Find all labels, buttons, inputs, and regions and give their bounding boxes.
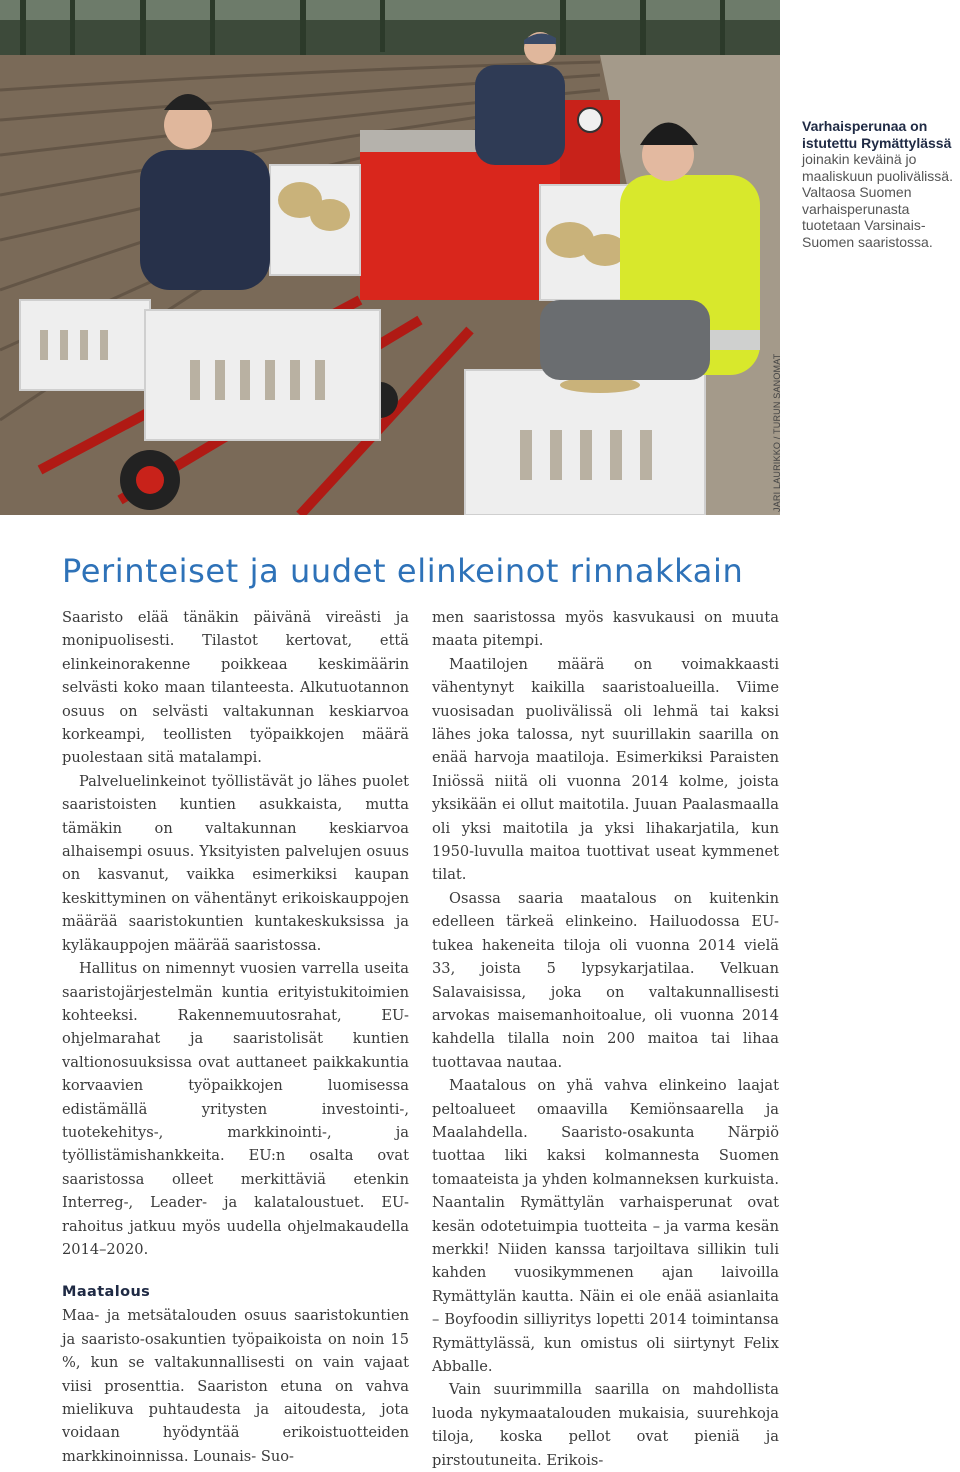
paragraph: Maa- ja metsätalouden osuus saaristokuntien ja saaristo-osakuntien työpaikoista on noin 15 %, kun se valtakunnallisesti on vain vajaat viisi prosenttia. Saariston etuna on vahva mielikuva puhtaudesta ja aitoudesta, jota voidaan hyödyntää erikoistuotteiden markkinoinnissa. Lounais- Suo- — [62, 1307, 409, 1465]
article-column-right — [432, 606, 779, 1472]
caption-text: joinakin keväinä jo maaliskuun puolivälissä. Valtaosa Suomen varhaisperunasta tuotetaan Varsinais-Suomen saaristossa. — [802, 151, 953, 250]
paragraph: Osassa saaria maatalous on kuitenkin edelleen tärkeä elinkeino. Hailuodossa EU-tukea hakeneita tiloja oli vuonna 2014 vielä 33, joista 5 lypsykarjatilaa. Velkuan Salavaisissa, joka on valtakunnallisesti arvokas maisemanhoitoalue, oli vuonna 2014 kahdella tilalla noin 200 maitoa tai lihaa tuottavaa nautaa. — [432, 889, 779, 1071]
article-headline: Perinteiset ja uudet elinkeinot rinnakkain — [62, 552, 744, 590]
paragraph: Maatilojen määrä on voimakkaasti vähentynyt kaikilla saaristoalueilla. Viime vuosisadan puolivälissä oli lehmä tai kaksi lähes joka talossa, nyt suurillakin saarilla on enää harvoja maatiloja. Esimerkiksi Paraisten Iniössä niitä oli vuonna 2014 kolme, joista yksikään ei ollut maitotila. Juuan Paalasmaalla oli yksi maitotila ja yksi lihakarjatila, kun 1950-luvulla maitoa tuottivat useat kymmenet tilat. — [432, 655, 779, 884]
photo-caption — [802, 118, 954, 250]
caption-lead: Varhaisperunaa on istutettu Rymättylässä — [802, 118, 952, 151]
paragraph: Vain suurimmilla saarilla on mahdollista luoda nykymaatalouden mukaisia, suurehkoja tiloja, koska pellot ovat pieniä ja pirstoutuneita. Erikois- — [432, 1381, 779, 1469]
photo-credit: JARI LAURIKKO / TURUN SANOMAT — [772, 353, 782, 512]
paragraph: Saaristo elää tänäkin päivänä vireästi ja monipuolisesti. Tilastot kertovat, että elinkeinorakenne poikkeaa keskimäärin selvästi koko maan tilanteesta. Alkutuotannon osuus on selvästi valtakunnan keskiarvoa korkeampi, teollisten työpaikkojen määrä puolestaan sitä matalampi. — [62, 609, 409, 767]
paragraph: Maatalous on yhä vahva elinkeino laajat peltoalueet omaavilla Kemiönsaarella ja Maalahdella. Saaristo-osakunta Närpiö tuottaa liki kaksi kolmannesta Suomen tomaateista ja yhden kolmanneksen kurkuista. Naantalin Rymättylän varhaisperunat ovat kesän odotetuimpia tuotteita – ja varma kesän merkki! Niiden kanssa tarjoiltava sillikin tuli kahden vuosikymmenen ajan laivoilla Rymättylän kautta. Näin ei ole enää asianlaita – Boyfoodin silliyritys lopetti 2014 toimintansa Rymättylässä, kun omistus oli siirtynyt Felix Abballe. — [432, 1077, 779, 1375]
article-column-left — [62, 606, 409, 1468]
paragraph: men saaristossa myös kasvukausi on muuta maata pitempi. — [432, 609, 779, 650]
article-photo — [0, 0, 780, 515]
subheading-maatalous: Maatalous — [62, 1284, 151, 1301]
paragraph: Palveluelinkeinot työllistävät jo lähes puolet saaristoisten kuntien asukkaista, mutta tämäkin on valtakunnan keskiarvoa alhaisempi osuus. Yksityisten palvelujen osuus on kasvanut, vaikka esimerkiksi kaupan keskittyminen on vähentänyt erikoiskauppojen määrää saaristokuntien kuntakeskuksissa ja kyläkauppojen määrää saaristossa. — [62, 772, 409, 954]
paragraph: Hallitus on nimennyt vuosien varrella useita saaristojärjestelmän kuntia erityistukitoimien kohteeksi. Rakennemuutosrahat, EU-ohjelmarahat ja saaristolisät kuntien valtionosuuksissa ovat auttaneet paikkakuntia korvaavien työpaikkojen luomisessa edistämällä yritysten investointi-, tuotekehitys-, markkinointi-, ja työllistämishankkeita. EU:n osalta ovat saaristossa olleet merkittäviä etenkin Interreg-, Leader- ja kalataloustuet. EU-rahoitus jatkuu myös uudella ohjelmakaudella 2014–2020. — [62, 960, 409, 1258]
